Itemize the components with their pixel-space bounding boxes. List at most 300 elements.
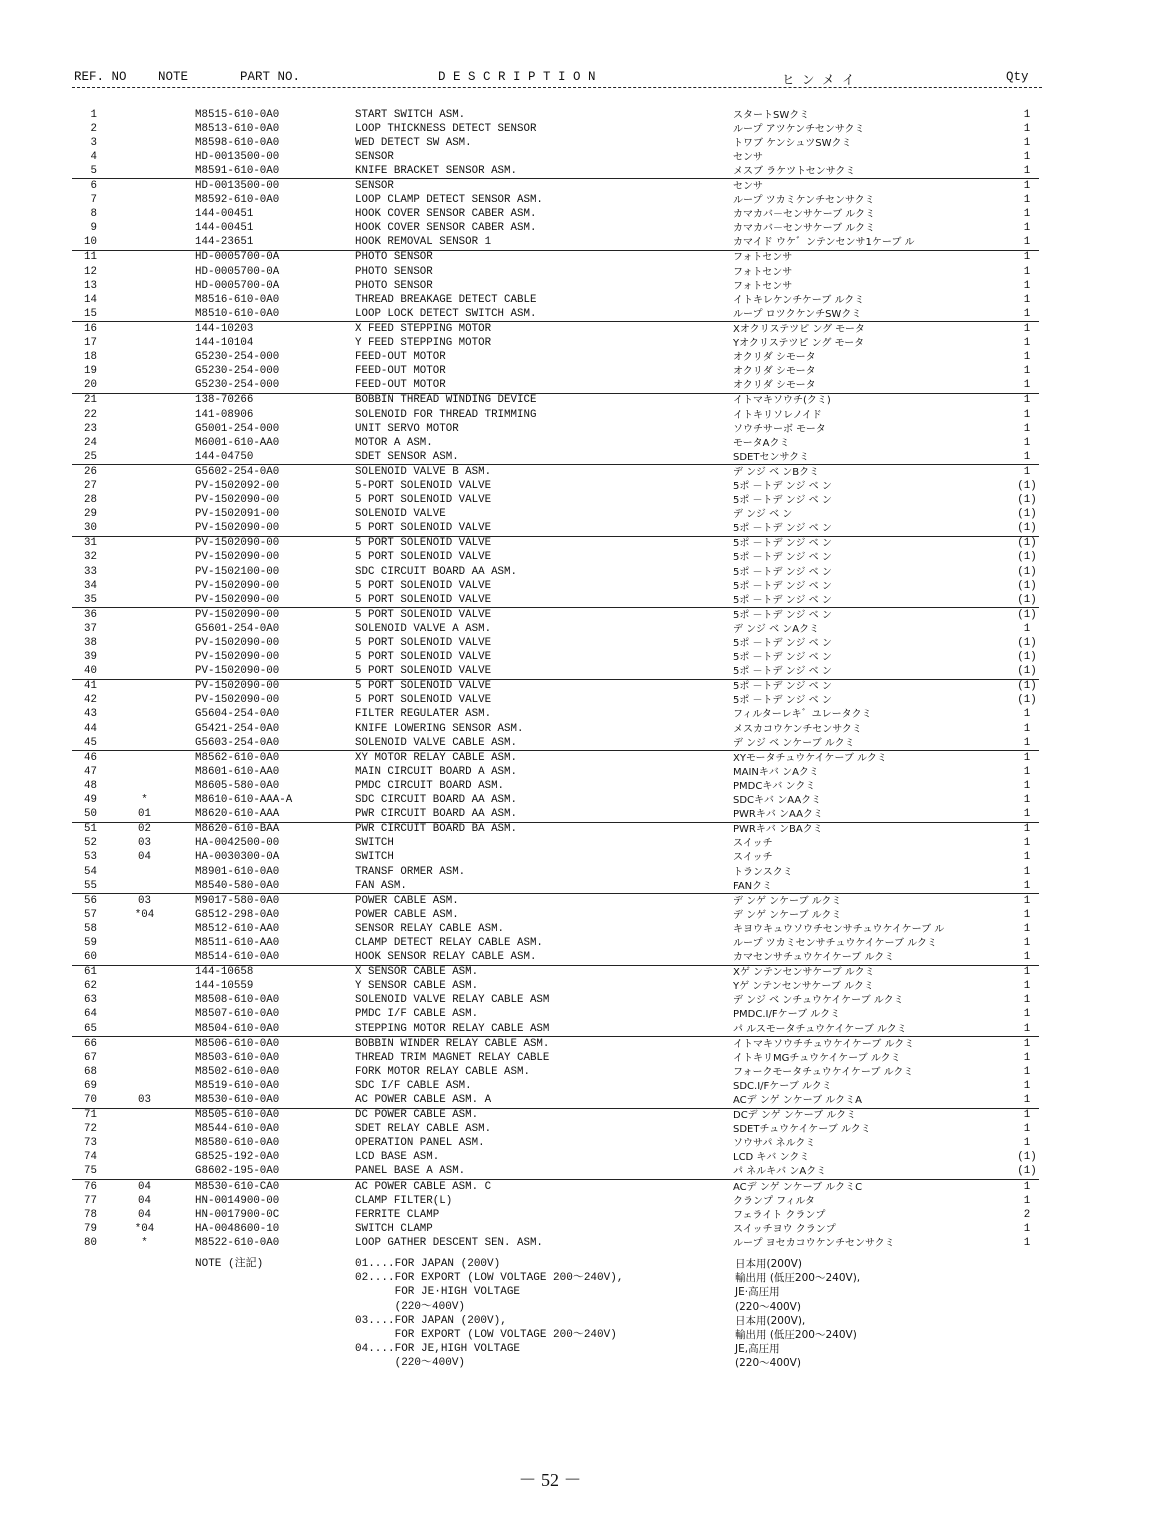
cell-kana: 5ポ －トデ ンジ ベ ン: [733, 536, 1015, 551]
cell-kana: カマイド ウケ゛ンテンセンサ1ケーブ ル: [733, 237, 915, 249]
cell-kana: デ ンジ ベ ン: [733, 509, 793, 521]
cell-kana: 5ポ －トデ ンジ ベ ン: [733, 638, 832, 650]
cell-kana: ループ ロツクケンチSWクミ: [733, 308, 862, 320]
cell-note: [97, 593, 192, 608]
cell-desc: SDC CIRCUIT BOARD AA ASM.: [355, 565, 517, 578]
cell-note: [97, 980, 192, 994]
table-row: [72, 1108, 1039, 1123]
cell-part: M8508-610-0A0: [195, 994, 280, 1007]
cell-desc: LOOP THICKNESS DETECT SENSOR: [355, 122, 537, 135]
cell-kana: デ ンゲ ンケーブ ルクミ: [733, 909, 842, 921]
cell-ref: 67: [84, 1051, 97, 1064]
cell-desc: FORK MOTOR RELAY CABLE ASM.: [355, 1065, 530, 1078]
table-row: [72, 808, 1039, 823]
cell-desc: LOOP LOCK DETECT SWITCH ASM.: [355, 307, 537, 320]
table-row: [72, 150, 1039, 164]
cell-part: M8519-610-0A0: [195, 1079, 280, 1092]
table-row: [72, 250, 1039, 265]
cell-note: [97, 436, 192, 450]
cell-qty: 1: [1023, 1022, 1031, 1035]
cell-desc: LOOP CLAMP DETECT SENSOR ASM.: [355, 194, 543, 207]
cell-note: *: [141, 1236, 148, 1249]
cell-part: 144-10658: [192, 965, 355, 980]
cell-desc: XY MOTOR RELAY CABLE ASM.: [355, 751, 733, 766]
cell-desc: BOBBIN WINDER RELAY CABLE ASM.: [355, 1037, 733, 1052]
cell-qty: (1): [1017, 579, 1037, 592]
cell-note: [97, 465, 192, 480]
cell-note: [97, 565, 192, 579]
cell-desc: SOLENOID VALVE A ASM.: [355, 622, 492, 635]
cell-ref: 38: [84, 637, 97, 650]
cell-kana: スイッチヨウ クランプ: [733, 1223, 836, 1235]
cell-part: M8516-610-0A0: [195, 293, 280, 306]
cell-qty: (1): [1015, 608, 1039, 623]
cell-kana: ループ アツケンチセンサクミ: [733, 123, 865, 135]
note-line-en: 04....FOR JE,HIGH VOLTAGE: [355, 1343, 521, 1356]
cell-note: [97, 765, 192, 779]
cell-desc: LOOP GATHER DESCENT SEN. ASM.: [355, 1236, 543, 1249]
table-row: [72, 307, 1039, 322]
cell-qty: 1: [1023, 936, 1031, 949]
cell-qty: 1: [1023, 1123, 1031, 1136]
cell-qty: 1: [1023, 808, 1031, 821]
cell-qty: 1: [1023, 307, 1031, 320]
cell-note: [97, 522, 192, 537]
cell-kana: デ ンジ ベ ンチュウケイケーブ ルクミ: [733, 995, 904, 1007]
cell-note: [97, 1123, 192, 1137]
cell-note: [97, 608, 192, 623]
cell-ref: 64: [84, 1008, 97, 1021]
header-hinmei: ヒ ン メ イ: [782, 74, 855, 88]
cell-part: 141-08906: [195, 408, 254, 421]
cell-qty: 1: [1015, 751, 1039, 766]
cell-qty: 1: [1015, 322, 1039, 337]
cell-desc: SENSOR RELAY CABLE ASM.: [355, 922, 505, 935]
cell-ref: 13: [84, 279, 97, 292]
cell-ref: 6: [72, 179, 97, 194]
cell-part: PV-1502092-00: [195, 479, 280, 492]
cell-qty: (1): [1017, 494, 1037, 507]
cell-kana: ACデ ンゲ ンケーブ ルクミC: [733, 1180, 1015, 1195]
cell-part: 144-10559: [195, 980, 254, 993]
table-row: [72, 765, 1039, 779]
table-row: [72, 622, 1039, 636]
cell-part: PV-1502090-00: [192, 679, 355, 694]
cell-qty: 1: [1023, 236, 1031, 249]
cell-desc: FEED-OUT MOTOR: [355, 379, 446, 392]
cell-part: M8598-610-0A0: [195, 136, 280, 149]
cell-kana: センサ: [733, 179, 1015, 194]
cell-note: [97, 179, 192, 194]
cell-desc: CLAMP FILTER(L): [355, 1194, 453, 1207]
note-line-en: FOR EXPORT (LOW VOLTAGE 200～240V): [355, 1328, 617, 1341]
cell-ref: 55: [84, 879, 97, 892]
cell-qty: 1: [1023, 837, 1031, 850]
notes-english: [355, 1257, 715, 1371]
cell-kana: クランプ フィルタ: [733, 1195, 815, 1207]
cell-part: HD-0013500-00: [195, 150, 280, 163]
cell-desc: START SWITCH ASM.: [355, 108, 466, 121]
cell-desc: AC POWER CABLE ASM. C: [355, 1180, 733, 1195]
table-row: [72, 551, 1039, 565]
cell-part: M8503-610-0A0: [195, 1051, 280, 1064]
cell-part: 144-23651: [195, 236, 254, 249]
cell-part: M6001-610-AA0: [195, 436, 280, 449]
table-row: [72, 522, 1039, 537]
cell-kana: オクリダ シモータ: [733, 366, 816, 378]
cell-part: HA-0042500-00: [195, 837, 280, 850]
cell-ref: 59: [84, 936, 97, 949]
cell-ref: 40: [84, 665, 97, 678]
cell-ref: 65: [84, 1022, 97, 1035]
cell-kana: パ ルスモータチュウケイケーブ ルクミ: [733, 1023, 907, 1035]
cell-note: [97, 1037, 192, 1052]
parts-table: [72, 108, 1039, 1251]
cell-desc: MAIN CIRCUIT BOARD A ASM.: [355, 765, 517, 778]
cell-kana: ソウチサーボ モータ: [733, 423, 826, 435]
cell-desc: SWITCH: [355, 851, 394, 864]
cell-kana: PWRキバ ンBAクミ: [733, 822, 1015, 837]
cell-ref: 22: [84, 408, 97, 421]
table-row: [72, 1222, 1039, 1236]
table-row: [72, 994, 1039, 1008]
cell-part: M8510-610-0A0: [195, 307, 280, 320]
table-row: [72, 593, 1039, 608]
cell-kana: カマカバ－センサケーブ ルクミ: [733, 223, 876, 235]
cell-part: PV-1502090-00: [195, 694, 280, 707]
cell-note: [97, 994, 192, 1008]
cell-kana: ループ ヨセカコウケンチセンサクミ: [733, 1237, 895, 1249]
cell-desc: 5 PORT SOLENOID VALVE: [355, 665, 492, 678]
cell-ref: 60: [84, 951, 97, 964]
cell-note: [97, 408, 192, 422]
cell-note: [97, 1051, 192, 1065]
cell-ref: 74: [84, 1151, 97, 1164]
cell-kana: イトキレケンチケーブ ルクミ: [733, 294, 865, 306]
cell-qty: (1): [1017, 1151, 1037, 1164]
cell-part: G5603-254-0A0: [195, 736, 280, 749]
notes-japanese: [735, 1257, 995, 1371]
cell-kana: SDC.I/Fケーブ ルクミ: [733, 1080, 832, 1092]
cell-desc: PHOTO SENSOR: [355, 250, 733, 265]
cell-note: [97, 722, 192, 736]
cell-note: [97, 1108, 192, 1123]
cell-desc: SDET SENSOR ASM.: [355, 450, 459, 463]
cell-ref: 39: [84, 651, 97, 664]
note-line-jp: (220～400V): [735, 1300, 801, 1313]
cell-ref: 53: [84, 851, 97, 864]
cell-note: [97, 708, 192, 722]
cell-part: HA-0030300-0A: [195, 851, 280, 864]
cell-part: 138-70266: [192, 393, 355, 408]
cell-part: G5230-254-000: [195, 365, 280, 378]
cell-qty: 1: [1023, 708, 1031, 721]
table-row: [72, 636, 1039, 650]
table-row: [72, 494, 1039, 508]
cell-kana: Yゲ ンテンセンサケーブ ルクミ: [733, 981, 874, 993]
cell-note: 03: [138, 1094, 151, 1107]
cell-part: PV-1502091-00: [195, 508, 280, 521]
cell-note: [97, 694, 192, 708]
cell-desc: CLAMP DETECT RELAY CABLE ASM.: [355, 936, 543, 949]
table-row: [72, 1037, 1039, 1052]
table-row: [72, 1165, 1039, 1180]
note-line-jp: 輸出用 (低圧200～240V): [735, 1328, 857, 1341]
cell-ref: 36: [72, 608, 97, 623]
cell-note: [97, 508, 192, 522]
table-row: [72, 208, 1039, 222]
cell-qty: (1): [1017, 665, 1037, 678]
table-row: [72, 1123, 1039, 1137]
cell-qty: 1: [1023, 1194, 1031, 1207]
cell-desc: FEED-OUT MOTOR: [355, 351, 446, 364]
cell-desc: SOLENOID VALVE CABLE ASM.: [355, 736, 517, 749]
cell-qty: 1: [1023, 422, 1031, 435]
cell-part: HD-0005700-0A: [195, 265, 280, 278]
table-row: [72, 1051, 1039, 1065]
note-line-jp: 日本用(200V): [735, 1258, 802, 1270]
cell-part: M8513-610-0A0: [195, 122, 280, 135]
cell-note: [97, 965, 192, 980]
table-row: [72, 1194, 1039, 1208]
cell-part: 144-00451: [195, 208, 254, 221]
cell-desc: HOOK COVER SENSOR CABER ASM.: [355, 222, 537, 235]
cell-qty: (1): [1017, 1165, 1037, 1178]
cell-note: [97, 293, 192, 307]
cell-part: M8511-610-AA0: [195, 936, 280, 949]
table-row: [72, 322, 1039, 337]
cell-qty: 1: [1015, 179, 1039, 194]
cell-ref: 27: [84, 479, 97, 492]
table-row: [72, 851, 1039, 865]
cell-desc: FILTER REGULATER ASM.: [355, 708, 492, 721]
cell-part: M8620-610-AAA: [195, 808, 280, 821]
cell-qty: 1: [1023, 265, 1031, 278]
cell-desc: SDET RELAY CABLE ASM.: [355, 1123, 492, 1136]
cell-part: HN-0014900-00: [195, 1194, 280, 1207]
table-row: [72, 837, 1039, 851]
cell-kana: 5ポ －トデ ンジ ベ ン: [733, 552, 832, 564]
cell-part: HN-0017900-0C: [195, 1208, 280, 1221]
cell-note: [97, 307, 192, 322]
cell-ref: 42: [84, 694, 97, 707]
cell-ref: 19: [84, 365, 97, 378]
cell-note: [97, 1151, 192, 1165]
cell-qty: (1): [1015, 536, 1039, 551]
cell-note: 01: [138, 808, 151, 821]
cell-qty: 1: [1023, 779, 1031, 792]
cell-desc: HOOK COVER SENSOR CABER ASM.: [355, 208, 537, 221]
cell-ref: 71: [72, 1108, 97, 1123]
table-row: [72, 1180, 1039, 1195]
cell-part: M8591-610-0A0: [195, 164, 280, 177]
cell-part: M9017-580-0A0: [192, 894, 355, 909]
cell-ref: 25: [84, 450, 97, 463]
cell-note: [97, 365, 192, 379]
cell-note: [97, 779, 192, 793]
cell-note: *04: [134, 908, 155, 921]
cell-desc: HOOK REMOVAL SENSOR 1: [355, 236, 492, 249]
cell-kana: デ ンジ ベ ンケーブ ルクミ: [733, 737, 855, 749]
table-row: [72, 1208, 1039, 1222]
table-row: [72, 779, 1039, 793]
cell-ref: 43: [84, 708, 97, 721]
cell-kana: ソウサパ ネルクミ: [733, 1138, 816, 1150]
cell-ref: 9: [90, 222, 97, 235]
cell-desc: PMDC I/F CABLE ASM.: [355, 1008, 479, 1021]
table-row: [72, 865, 1039, 879]
cell-desc: SOLENOID FOR THREAD TRIMMING: [355, 408, 537, 421]
note-line-jp: (220～400V): [735, 1357, 801, 1370]
cell-part: PV-1502090-00: [195, 637, 280, 650]
cell-desc: HOOK SENSOR RELAY CABLE ASM.: [355, 951, 537, 964]
table-row: [72, 651, 1039, 665]
cell-desc: PWR CIRCUIT BOARD BA ASM.: [355, 822, 733, 837]
cell-desc: 5 PORT SOLENOID VALVE: [355, 494, 492, 507]
cell-kana: PMDC.I/Fケーブ ルクミ: [733, 1009, 841, 1021]
cell-qty: 1: [1023, 1079, 1031, 1092]
table-row: [72, 436, 1039, 450]
cell-qty: 1: [1023, 136, 1031, 149]
cell-note: [97, 322, 192, 337]
table-row: [72, 922, 1039, 936]
note-line-en: (220～400V): [355, 1300, 466, 1313]
cell-ref: 12: [84, 265, 97, 278]
cell-kana: SDCキバ ンAAクミ: [733, 795, 822, 807]
cell-qty: 1: [1023, 337, 1031, 350]
cell-ref: 46: [72, 751, 97, 766]
table-row: [72, 579, 1039, 593]
cell-desc: UNIT SERVO MOTOR: [355, 422, 459, 435]
cell-part: M8562-610-0A0: [192, 751, 355, 766]
cell-ref: 57: [84, 908, 97, 921]
cell-qty: 1: [1023, 351, 1031, 364]
table-row: [72, 951, 1039, 966]
cell-note: [97, 479, 192, 493]
cell-kana: イトマキソウチ(クミ): [733, 393, 1015, 408]
cell-ref: 23: [84, 422, 97, 435]
table-row: [72, 822, 1039, 837]
table-row: [72, 136, 1039, 150]
cell-part: G8525-192-0A0: [195, 1151, 280, 1164]
cell-qty: 1: [1023, 408, 1031, 421]
cell-kana: 5ポ －トデ ンジ ベ ン: [733, 594, 832, 606]
table-row: [72, 708, 1039, 722]
cell-part: M8515-610-0A0: [195, 108, 280, 121]
cell-kana: メスカコウケンチセンサクミ: [733, 723, 862, 735]
cell-part: PV-1502090-00: [192, 608, 355, 623]
cell-desc: MOTOR A ASM.: [355, 436, 433, 449]
cell-kana: FANクミ: [733, 880, 773, 892]
cell-kana: DCデ ンゲ ンケーブ ルクミ: [733, 1108, 1015, 1123]
note-line-jp: JE,高圧用: [735, 1343, 780, 1356]
cell-desc: 5 PORT SOLENOID VALVE: [355, 679, 733, 694]
cell-part: 144-00451: [195, 222, 254, 235]
header-ref-no: REF. NO: [74, 70, 127, 84]
table-row: [72, 293, 1039, 307]
page-number: － 52 －: [518, 1470, 582, 1490]
cell-part: PV-1502100-00: [195, 565, 280, 578]
cell-note: [97, 651, 192, 665]
cell-part: HA-0048600-10: [195, 1222, 280, 1235]
cell-ref: 49: [84, 794, 97, 807]
cell-desc: FAN ASM.: [355, 879, 407, 892]
cell-note: [97, 351, 192, 365]
cell-qty: 1: [1023, 1008, 1031, 1021]
cell-qty: 1: [1023, 1094, 1031, 1107]
cell-desc: 5 PORT SOLENOID VALVE: [355, 694, 492, 707]
cell-desc: SENSOR: [355, 179, 733, 194]
table-row: [72, 1065, 1039, 1079]
cell-desc: 5 PORT SOLENOID VALVE: [355, 536, 733, 551]
cell-kana: フォークモータチュウケイケーブ ルクミ: [733, 1066, 914, 1078]
cell-desc: SOLENOID VALVE RELAY CABLE ASM: [355, 994, 550, 1007]
cell-part: PV-1502090-00: [195, 651, 280, 664]
cell-part: M8601-610-AA0: [195, 765, 280, 778]
table-row: [72, 1236, 1039, 1250]
note-line-jp: 日本用(200V),: [735, 1314, 806, 1327]
cell-part: M8605-580-0A0: [195, 779, 280, 792]
table-row: [72, 108, 1039, 122]
cell-note: [97, 922, 192, 936]
cell-note: [97, 108, 192, 122]
cell-qty: 1: [1023, 1137, 1031, 1150]
table-row: [72, 1022, 1039, 1037]
cell-kana: フォトセンサ: [733, 250, 1015, 265]
cell-part: M8901-610-0A0: [195, 865, 280, 878]
cell-qty: 1: [1023, 108, 1031, 121]
cell-qty: 1: [1015, 1180, 1039, 1195]
cell-note: [97, 736, 192, 751]
parts-table-body: [72, 108, 1039, 1251]
table-row: [72, 351, 1039, 365]
table-row: [72, 879, 1039, 894]
cell-qty: (1): [1015, 679, 1039, 694]
cell-desc: POWER CABLE ASM.: [355, 908, 459, 921]
header-part-no: PART NO.: [240, 70, 301, 84]
cell-ref: 80: [84, 1236, 97, 1249]
table-row: [72, 1137, 1039, 1151]
cell-desc: SWITCH CLAMP: [355, 1222, 433, 1235]
cell-qty: 1: [1023, 150, 1031, 163]
cell-part: PV-1502090-00: [192, 536, 355, 551]
cell-ref: 48: [84, 779, 97, 792]
table-row: [72, 694, 1039, 708]
cell-note: *: [141, 794, 148, 807]
cell-desc: 5 PORT SOLENOID VALVE: [355, 579, 492, 592]
cell-qty: 1: [1023, 164, 1031, 177]
cell-desc: LCD BASE ASM.: [355, 1151, 440, 1164]
cell-kana: ループ ツカミケンチセンサクミ: [733, 195, 875, 207]
cell-kana: 5ポ －トデ ンジ ベ ン: [733, 666, 832, 678]
cell-kana: カマセンサチュウケイケーブ ルクミ: [733, 952, 895, 964]
cell-note: [97, 279, 192, 293]
cell-note: [97, 1137, 192, 1151]
cell-kana: オクリダ シモータ: [733, 352, 816, 364]
cell-ref: 7: [90, 194, 97, 207]
cell-qty: 1: [1015, 822, 1039, 837]
cell-qty: 1: [1023, 622, 1031, 635]
cell-qty: 1: [1023, 293, 1031, 306]
table-row: [72, 379, 1039, 394]
cell-desc: OPERATION PANEL ASM.: [355, 1137, 485, 1150]
cell-qty: 1: [1015, 1108, 1039, 1123]
table-row: [72, 194, 1039, 208]
cell-ref: 2: [90, 122, 97, 135]
cell-qty: 1: [1023, 994, 1031, 1007]
cell-ref: 20: [84, 379, 97, 392]
cell-ref: 44: [84, 722, 97, 735]
